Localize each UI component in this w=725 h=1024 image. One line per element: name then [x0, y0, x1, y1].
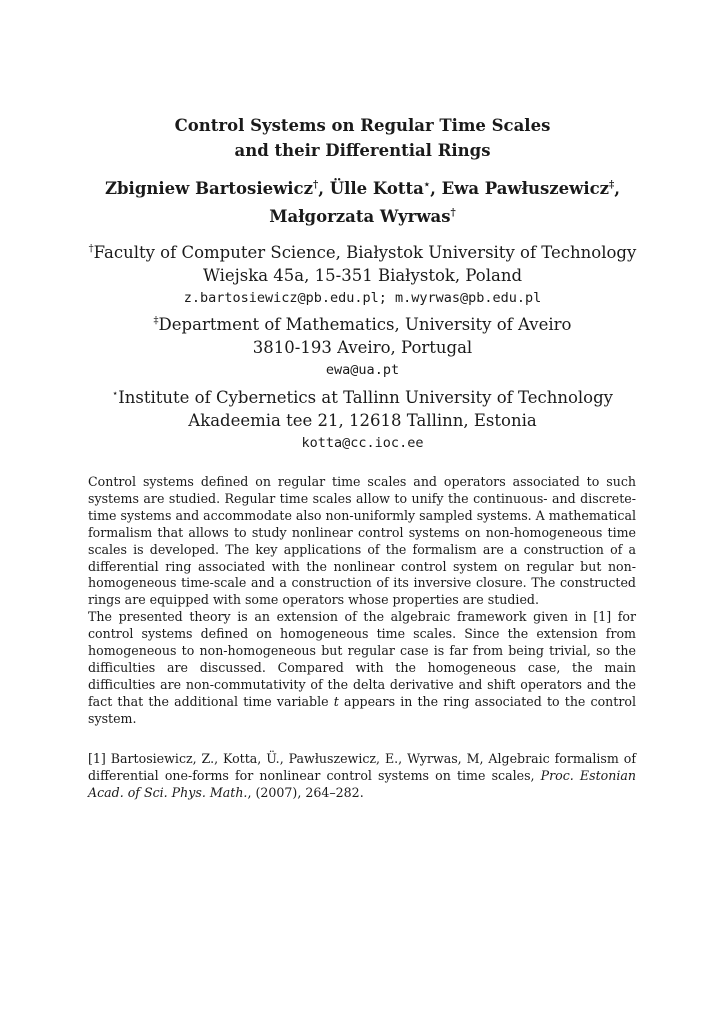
reference-journal: Proc. Estonian Acad. of Sci. Phys. Math. [88, 767, 636, 800]
reference-item: [1] Bartosiewicz, Z., Kotta, Ü., Pawłuszewicz, E., Wyrwas, M, Algebraic formalism of differential one-forms for nonlinear control systems on time scales, Proc. Estonian Acad. of Sci. Phys. Math., (2007), 264–282. [88, 751, 636, 800]
affiliation-address: 3810-193 Aveiro, Portugal [252, 338, 473, 357]
author-name: Małgorzata Wyrwas [269, 207, 451, 226]
author-name: Zbigniew Bartosiewicz [104, 179, 313, 198]
time-variable: t [333, 693, 339, 709]
affiliation-name: ⋆Institute of Cybernetics at Tallinn University of Technology [111, 388, 613, 407]
affiliation-mark: † [88, 243, 94, 255]
affiliation-block [0, 241, 725, 310]
affiliation-email: z.bartosiewicz@pb.edu.pl; m.wyrwas@pb.edu.pl [183, 290, 542, 306]
author-line-1 [0, 175, 725, 203]
abstract [88, 474, 636, 728]
author-name: Ülle Kotta [329, 179, 424, 198]
affiliation-block [0, 386, 725, 455]
affiliation-email: ewa@ua.pt [325, 362, 400, 378]
abstract-paragraph-2: The presented theory is an extension of the algebraic framework given in [1] for control systems defined on homogeneous time scales. Since the extension from homogeneous to non-homogeneous but regular case is far from being trivial, so the difficulties are discussed. Compared with the homogeneous case, the main difficulties are non-commutativity of the delta derivative and shift operators and the fact that the additional time variable t appears in the ring associated to the control system. [88, 609, 636, 726]
affiliation-mark: † [450, 207, 456, 219]
reference-list [88, 751, 636, 802]
abstract-paragraph-1: Control systems defined on regular time scales and operators associated to such systems are studied. Regular time scales allow to unify the continuous- and discrete-time systems and accommodate also non-uniformly sampled systems. A mathematical formalism that allows to study nonlinear control systems on non-homogeneous time scales is developed. The key applications of the formalism are a construction of a differential ring associated with the nonlinear control system on regular but non-homogeneous time-scale and a construction of its inversive closure. The constructed rings are equipped with some operators whose properties are studied. [88, 474, 636, 608]
affiliation-mark: ‡ [153, 315, 159, 327]
title-line-1: Control Systems on Regular Time Scales [174, 116, 551, 135]
author-name: Ewa Pawłuszewicz [441, 179, 610, 198]
affiliation-address: Akadeemia tee 21, 12618 Tallinn, Estonia [188, 411, 537, 430]
affiliation-name: ‡Department of Mathematics, University of Aveiro [153, 315, 572, 334]
author-separator: , [318, 179, 330, 198]
author-separator: , [430, 179, 442, 198]
affiliation-mark: † [312, 179, 319, 191]
author-line-2 [0, 203, 725, 231]
author-list [0, 175, 725, 231]
affiliation-name: †Faculty of Computer Science, Białystok University of Technology [88, 243, 637, 262]
affiliation-block [0, 313, 725, 382]
paper-title [0, 113, 725, 163]
affiliation-mark: ⋆ [423, 179, 431, 191]
affiliation-mark: ⋆ [111, 388, 119, 400]
title-line-2: and their Differential Rings [234, 141, 491, 160]
affiliation-address: Wiejska 45a, 15-351 Białystok, Poland [202, 266, 523, 285]
author-separator: , [614, 179, 621, 198]
affiliation-email: kotta@cc.ioc.ee [301, 435, 424, 451]
affiliation-mark: ‡ [609, 179, 615, 191]
